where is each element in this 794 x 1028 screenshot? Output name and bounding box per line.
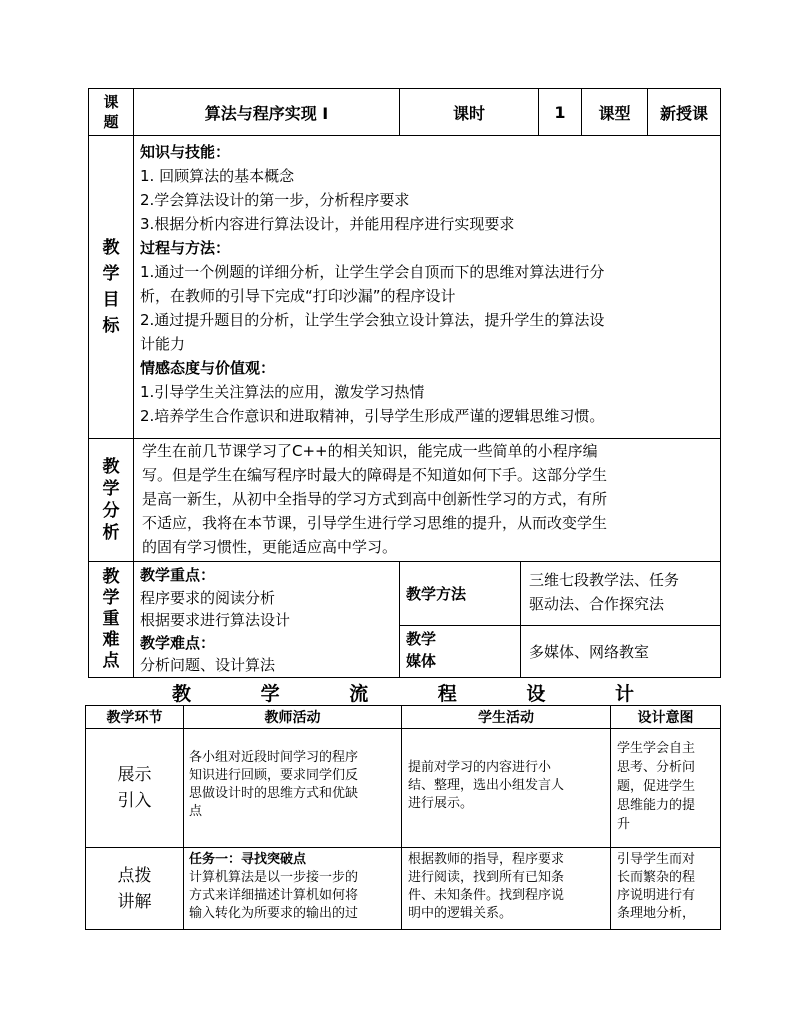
method-value-cell [520, 561, 721, 626]
period-label-cell [399, 88, 539, 136]
flow-row1-intent [610, 728, 721, 848]
goals-label-char: 目 [102, 290, 120, 310]
goals-line: 1.通过一个例题的详细分析，让学生学会自顶而下的思维对算法进行分 [140, 263, 605, 281]
type-value-cell [647, 88, 721, 136]
flow-row2-stage [85, 847, 184, 930]
period-value: 1 [554, 102, 566, 122]
method-label: 教学方法 [406, 584, 467, 603]
keypoints-content-cell [133, 561, 400, 678]
stage-label: 讲解 [117, 891, 152, 912]
flow-title-char: 流 [349, 682, 369, 705]
flow-header-label: 教师活动 [264, 710, 321, 726]
keypoints-label-cell [88, 561, 134, 678]
media-value: 多媒体、网络教室 [529, 642, 650, 661]
course-label-cell [88, 88, 134, 136]
analysis-line: 写。但是学生在编写程序时最大的障碍是不知道如何下手。这部分学生 [142, 466, 608, 484]
method-line: 三维七段教学法、任务 [529, 571, 680, 589]
flow-header-label: 设计意图 [637, 710, 694, 726]
keypoints-label-char: 重 [102, 609, 120, 629]
goals-line: 计能力 [140, 335, 186, 353]
keypoints-label-char: 教 [102, 567, 120, 587]
period-value-cell [538, 88, 582, 136]
course-title: 算法与程序实现 I [204, 103, 329, 123]
analysis-label-char: 析 [102, 523, 120, 543]
intent-line: 条理地分析， [617, 906, 696, 921]
student-line: 进行阅读，找到所有已知条 [408, 870, 565, 885]
flow-title [172, 679, 634, 705]
keypoints-line: 根据要求进行算法设计 [140, 611, 291, 629]
goals-line: 2.学会算法设计的第一步，分析程序要求 [140, 191, 410, 209]
intent-line: 升 [617, 817, 631, 832]
goals-line: 2.通过提升题目的分析，让学生学会独立设计算法，提升学生的算法设 [140, 311, 605, 329]
goals-line: 1. 回顾算法的基本概念 [140, 167, 295, 185]
goals-label-cell [88, 135, 134, 439]
teacher-line: 各小组对近段时间学习的程序 [189, 750, 359, 765]
flow-row1-stage [85, 728, 184, 848]
analysis-line: 不适应，我将在本节课，引导学生进行学习思维的提升，从而改变学生 [142, 514, 608, 532]
method-label-cell [399, 561, 521, 626]
flow-header-intent [610, 705, 721, 729]
teacher-line: 知识进行回顾，要求同学们反 [189, 768, 359, 783]
keypoints-line: 分析问题、设计算法 [140, 656, 276, 674]
flow-row1-student [401, 728, 611, 848]
media-label-line: 教学 [406, 630, 437, 648]
course-label-char: 课 [103, 93, 119, 111]
intent-line: 题，促进学生 [617, 779, 696, 794]
student-line: 进行展示。 [408, 796, 474, 811]
teacher-task-title: 任务一：寻找突破点 [189, 852, 307, 867]
teacher-line: 方式来详细描述计算机如何将 [189, 888, 359, 903]
flow-header-student [401, 705, 611, 729]
analysis-line: 学生在前几节课学习了C++的相关知识，能完成一些简单的小程序编 [142, 442, 598, 460]
analysis-label-char: 学 [102, 479, 120, 499]
flow-row1-teacher [183, 728, 402, 848]
flow-row2-intent [610, 847, 721, 930]
keypoints-line: 教学难点： [140, 633, 216, 652]
goals-line: 过程与方法： [140, 239, 231, 257]
type-label: 课型 [598, 103, 631, 123]
intent-line: 序说明进行有 [617, 888, 696, 903]
stage-label: 点拨 [117, 865, 152, 886]
flow-title-char: 计 [614, 682, 634, 705]
flow-title-char: 学 [260, 682, 280, 705]
goals-line: 3.根据分析内容进行算法设计，并能用程序进行实现要求 [140, 215, 515, 233]
keypoints-label-char: 学 [102, 588, 120, 608]
flow-header-teacher [183, 705, 402, 729]
teacher-line: 点 [189, 804, 203, 819]
flow-row2-student [401, 847, 611, 930]
goals-line: 2.培养学生合作意识和进取精神，引导学生形成严谨的逻辑思维习惯。 [140, 407, 605, 425]
media-label-line: 媒体 [406, 652, 437, 670]
flow-header-label: 学生活动 [478, 710, 534, 726]
teacher-line: 计算机算法是以一步接一步的 [189, 870, 359, 885]
keypoints-label-char: 点 [102, 651, 120, 671]
flow-title-char: 教 [172, 682, 192, 705]
analysis-label-char: 分 [102, 501, 120, 521]
goals-label-char: 标 [102, 316, 120, 336]
goals-label-char: 教 [102, 238, 120, 258]
flow-header-label: 教学环节 [106, 710, 163, 726]
course-label-char: 题 [103, 113, 119, 131]
intent-line: 引导学生而对 [617, 852, 696, 867]
stage-label: 引入 [117, 791, 152, 811]
student-line: 件、未知条件。找到程序说 [408, 888, 565, 903]
flow-title-char: 程 [437, 682, 457, 705]
intent-line: 思考、分析问 [617, 760, 696, 775]
student-line: 提前对学习的内容进行小 [408, 760, 552, 775]
teacher-line: 思做设计时的思维方式和优缺 [189, 786, 359, 801]
teacher-line: 输入转化为所要求的输出的过 [189, 906, 359, 921]
analysis-line: 是高一新生，从初中全指导的学习方式到高中创新性学习的方式，有所 [142, 490, 608, 508]
analysis-content-cell [133, 438, 721, 562]
keypoints-line: 教学重点： [140, 566, 216, 584]
goals-content-cell [133, 135, 721, 439]
goals-line: 知识与技能： [140, 143, 231, 161]
media-label-cell [399, 625, 521, 678]
student-line: 根据教师的指导，程序要求 [408, 852, 565, 867]
stage-label: 展示 [117, 765, 152, 785]
keypoints-line: 程序要求的阅读分析 [140, 588, 276, 607]
course-title-cell [133, 88, 400, 136]
goals-label-char: 学 [102, 264, 120, 284]
flow-header-stage [85, 705, 184, 729]
intent-line: 长而繁杂的程 [617, 870, 696, 885]
goals-line: 情感态度与价值观： [140, 359, 276, 377]
student-line: 结、整理，选出小组发言人 [408, 778, 565, 793]
flow-row2-teacher [183, 847, 402, 930]
intent-line: 学生学会自主 [617, 741, 696, 756]
goals-line: 析，在教师的引导下完成“打印沙漏”的程序设计 [140, 287, 456, 305]
student-line: 明中的逻辑关系。 [408, 906, 513, 921]
keypoints-label-char: 难 [102, 630, 120, 650]
period-label: 课时 [452, 103, 485, 123]
analysis-label-cell [88, 438, 134, 562]
type-label-cell [581, 88, 648, 136]
type-value: 新授课 [659, 103, 708, 123]
goals-line: 1.引导学生关注算法的应用，激发学习热情 [140, 383, 425, 401]
method-line: 驱动法、合作探究法 [529, 595, 665, 613]
flow-title-char: 设 [526, 682, 546, 705]
media-value-cell [520, 625, 721, 678]
intent-line: 思维能力的提 [617, 798, 696, 813]
analysis-label-char: 教 [102, 457, 120, 477]
analysis-line: 的固有学习惯性，更能适应高中学习。 [142, 538, 398, 556]
